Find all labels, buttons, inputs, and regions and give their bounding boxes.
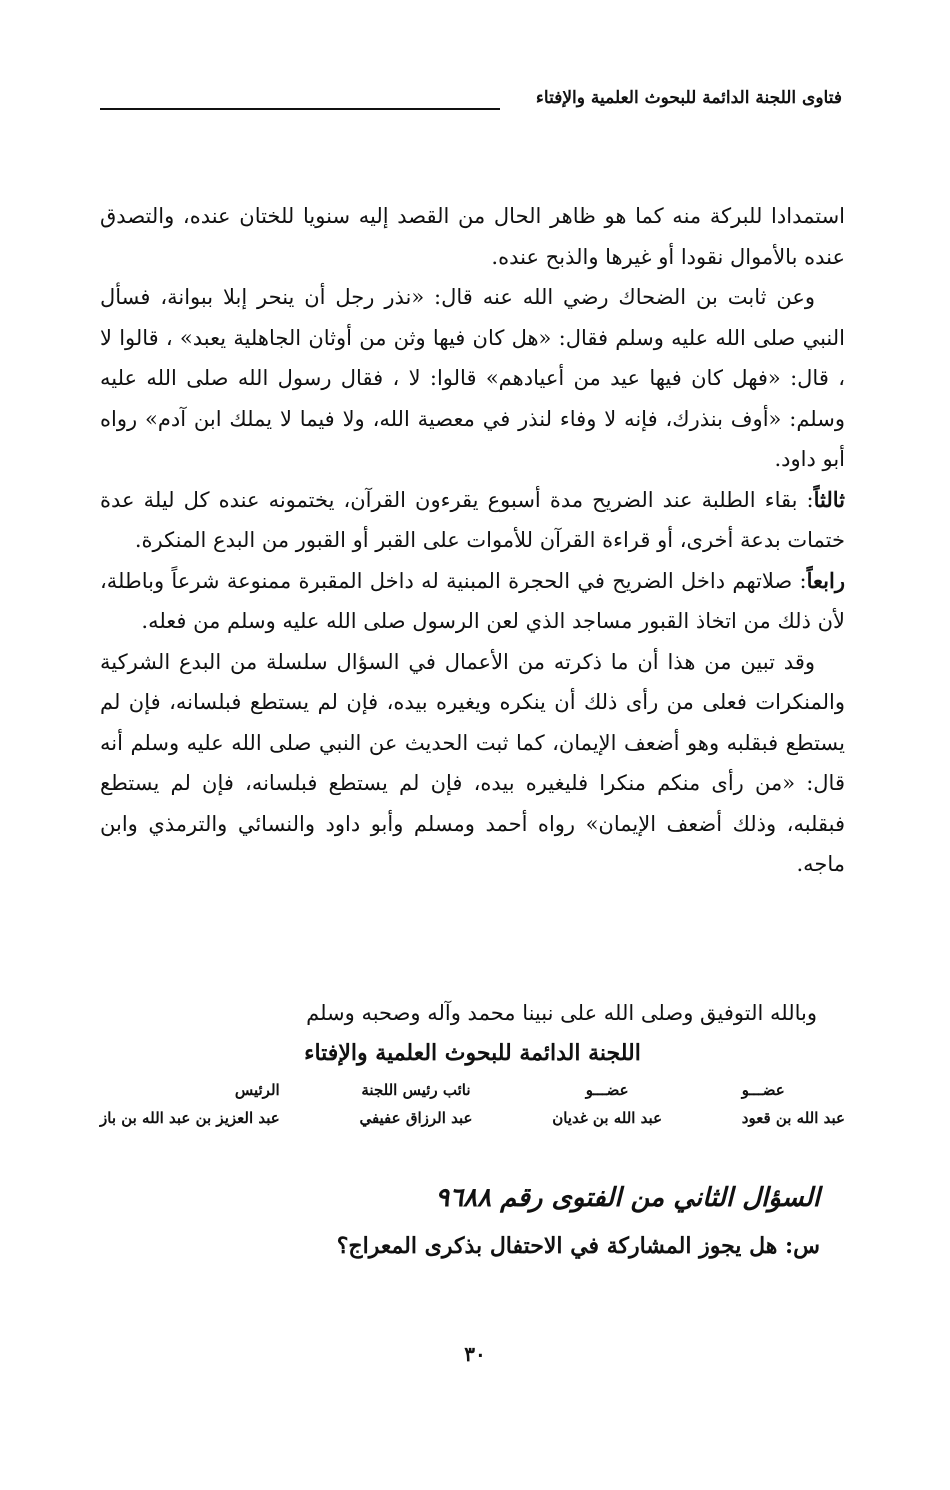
paragraph-hadith-thabit: وعن ثابت بن الضحاك رضي الله عنه قال: «نذر رجل أن ينحر إبلا ببوانة، فسأل النبي صلى الله عليه وسلم فقال: «هل كان فيها وثن من أوثان الجاهلية يعبد» ، قالوا لا ، قال: «فهل كان فيها عيد من أعيادهم» قالوا: لا ، فقال رسول الله صلى الله عليه وسلم: «أوف بنذرك، فإنه لا وفاء لنذر في معصية الله، ولا فيما لا يملك ابن آدم» رواه أبو داود. (100, 285, 845, 471)
fatwa-body (100, 196, 845, 885)
closing-supplication: وبالله التوفيق وصلى الله على نبينا محمد وآله وصحبه وسلم (306, 1001, 817, 1025)
signature-role: الرئيس (234, 1081, 280, 1099)
page-number: ٣٠ (464, 1342, 486, 1366)
signature-name: عبد العزيز بن عبد الله بن باز (100, 1109, 280, 1127)
signature-block (100, 1076, 845, 1132)
third-point-text: : بقاء الطلبة عند الضريح مدة أسبوع يقرءون القرآن، يختمونه عنده كل ليلة عدة ختمات بدعة أخرى، أو قراءة القرآن للأموات على القبر أو القبور من البدع المنكرة. (100, 487, 845, 552)
running-header-title: فتاوى اللجنة الدائمة للبحوث العلمية والإفتاء (535, 88, 842, 108)
committee-name: اللجنة الدائمة للبحوث العلمية والإفتاء (304, 1040, 641, 1066)
closing-block (100, 995, 845, 1071)
signature-chairman (100, 1076, 280, 1132)
signature-vice-chairman (359, 1076, 472, 1132)
signature-role: عضـــو (741, 1081, 785, 1099)
paragraph-conclusion: وقد تبين من هذا أن ما ذكرته من الأعمال في السؤال سلسلة من البدع الشركية والمنكرات فعلى من رأى ذلك أن ينكره ويغيره بيده، فإن لم يستطع فبلسانه، فإن لم يستطع فبقلبه وهو أضعف الإيمان، كما ثبت الحديث عن النبي صلى الله عليه وسلم أنه قال: «من رأى منكم منكرا فليغيره بيده، فإن لم يستطع فبلسانه، فإن لم يستطع فبقلبه، وذلك أضعف الإيمان» رواه أحمد ومسلم وأبو داود والنسائي والترمذي وابن ماجه. (100, 649, 846, 876)
signature-name: عبد الله بن قعود (741, 1109, 845, 1127)
signature-role: نائب رئيس اللجنة (361, 1081, 471, 1099)
signature-member-2 (552, 1076, 662, 1132)
signature-role: عضـــو (585, 1081, 629, 1099)
paragraph-third-point (100, 480, 845, 561)
question-heading: السؤال الثاني من الفتوى رقم ٩٦٨٨ (435, 1183, 820, 1213)
header-rule (100, 108, 500, 110)
signature-member-1 (742, 1076, 845, 1132)
paragraph-continuation: استمدادا للبركة منه كما هو ظاهر الحال من القصد إليه سنويا للختان عنده، والتصدق عنده بالأموال نقودا أو غيرها والذبح عنده. (100, 204, 845, 269)
fourth-point-label: رابعاً (806, 567, 845, 593)
third-point-label: ثالثاً (813, 486, 845, 512)
signature-name: عبد الله بن غديان (552, 1109, 663, 1127)
fourth-point-text: : صلاتهم داخل الضريح في الحجرة المبنية له داخل المقبرة ممنوعة شرعاً وباطلة، لأن ذلك من اتخاذ القبور مساجد الذي لعن الرسول صلى الله عليه وسلم من فعله. (100, 568, 845, 633)
paragraph-fourth-point (100, 561, 845, 642)
signature-name: عبد الرزاق عفيفي (359, 1109, 473, 1127)
question-text: س: هل يجوز المشاركة في الاحتفال بذكرى المعراج؟ (336, 1233, 820, 1259)
